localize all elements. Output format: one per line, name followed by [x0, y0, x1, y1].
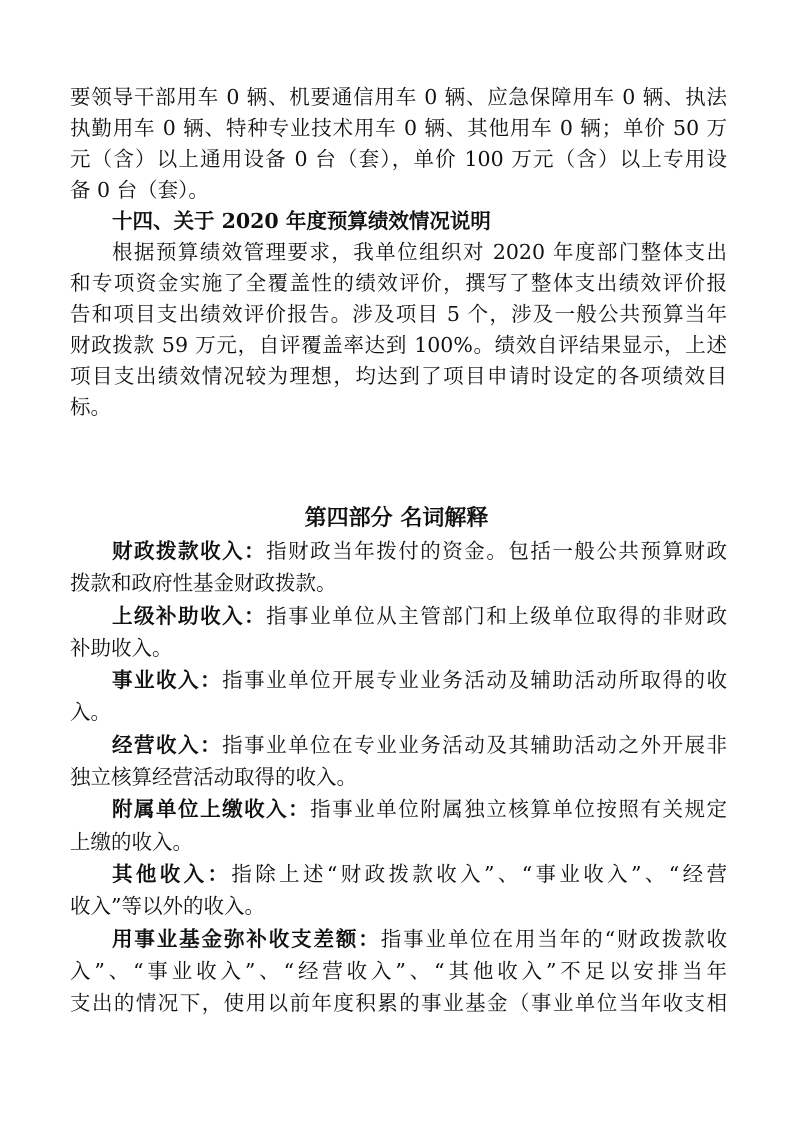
glossary-entry	[70, 858, 727, 923]
glossary-term: 其他收入：	[112, 861, 232, 886]
glossary	[70, 535, 727, 1019]
glossary-term: 附属单位上缴收入：	[112, 797, 311, 822]
section-heading: 十四、关于 2020 年度预算绩效情况说明	[112, 209, 491, 233]
glossary-definition-text: 指事业单位在专业业务活动及其辅助活动之外开展非	[222, 732, 727, 757]
text-line	[70, 858, 727, 890]
glossary-definition-text: 指事业单位在用当年的“财政拨款收	[380, 926, 727, 951]
glossary-definition-text: 独立核算经营活动取得的收入。	[70, 765, 357, 790]
glossary-definition-text: 补助收入。	[70, 635, 173, 660]
glossary-entry	[70, 600, 727, 665]
glossary-term: 事业收入：	[112, 668, 223, 693]
text-line: 元（含）以上通用设备 0 台（套），单价 100 万元（含）以上专用设	[70, 147, 727, 171]
text-line: 要领导干部用车 0 辆、机要通信用车 0 辆、应急保障用车 0 辆、执法	[70, 85, 727, 109]
glossary-definition-text: 指财政当年拨付的资金。包括一般公共预算财政	[266, 539, 727, 563]
text-line	[70, 664, 727, 696]
text-line	[70, 987, 727, 1019]
paragraph-performance	[70, 237, 727, 423]
glossary-definition-text: 指事业单位开展专业业务活动及辅助活动所取得的收	[222, 668, 727, 693]
glossary-definition-text: 指事业单位附属独立核算单位按照有关规定	[310, 797, 727, 822]
text-line	[70, 955, 727, 987]
glossary-definition-text: 入”、“事业收入”、“经营收入”、“其他收入”不足以安排当年	[70, 958, 727, 983]
glossary-entry	[70, 664, 727, 729]
text-line	[70, 729, 727, 761]
text-line: 和专项资金实施了全覆盖性的绩效评价，撰写了整体支出绩效评价报	[70, 271, 727, 295]
text-line	[70, 923, 727, 955]
glossary-definition-text: 入。	[70, 700, 111, 725]
text-line: 执勤用车 0 辆、特种专业技术用车 0 辆、其他用车 0 辆；单价 50 万	[70, 116, 727, 140]
text-line	[70, 535, 727, 567]
text-line	[70, 826, 727, 858]
part-title: 第四部分 名词解释	[304, 505, 489, 531]
glossary-entry	[70, 923, 727, 1020]
glossary-term: 上级补助收入：	[112, 603, 267, 628]
text-line	[70, 567, 727, 599]
glossary-definition-text: 拨款和政府性基金财政拨款。	[70, 571, 337, 596]
paragraph-vehicles	[70, 82, 727, 206]
glossary-term: 经营收入：	[112, 732, 223, 757]
text-line: 财政拨款 59 万元，自评覆盖率达到 100%。绩效自评结果显示，上述	[70, 333, 727, 357]
text-line	[70, 696, 727, 728]
glossary-definition-text: 收入”等以外的收入。	[70, 894, 265, 919]
text-line	[70, 632, 727, 664]
glossary-entry	[70, 793, 727, 858]
text-line	[70, 890, 727, 922]
text-line: 根据预算绩效管理要求，我单位组织对 2020 年度部门整体支出	[112, 240, 727, 264]
glossary-entry	[70, 535, 727, 600]
text-line: 标。	[70, 395, 111, 419]
section-vehicles-and-performance	[70, 82, 727, 423]
glossary-definition-text: 指除上述“财政拨款收入”、“事业收入”、“经营	[231, 861, 727, 886]
text-line: 备 0 台（套）。	[70, 178, 209, 202]
text-line: 告和项目支出绩效评价报告。涉及项目 5 个，涉及一般公共预算当年	[70, 302, 727, 326]
text-line	[70, 793, 727, 825]
text-line: 项目支出绩效情况较为理想，均达到了项目申请时设定的各项绩效目	[70, 364, 727, 388]
text-line	[70, 600, 727, 632]
text-line	[70, 761, 727, 793]
glossary-definition-text: 上缴的收入。	[70, 829, 193, 854]
glossary-term: 财政拨款收入：	[112, 539, 267, 563]
glossary-definition-text: 支出的情况下，使用以前年度积累的事业基金（事业单位当年收支相	[70, 991, 727, 1016]
glossary-definition-text: 指事业单位从主管部门和上级单位取得的非财政	[266, 603, 727, 628]
glossary-entry	[70, 729, 727, 794]
glossary-term: 用事业基金弥补收支差额：	[112, 926, 381, 951]
